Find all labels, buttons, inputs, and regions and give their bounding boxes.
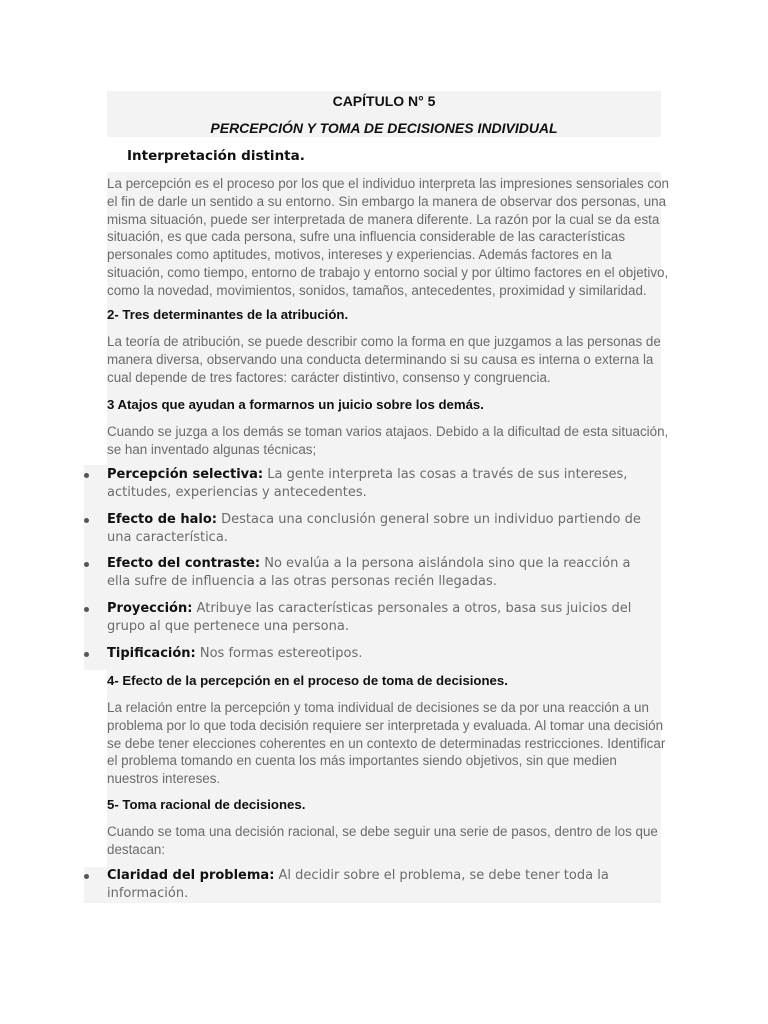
paragraph-line: como la novedad, movimientos, sonidos, tamaños, antecedentes, proximidad y similaridad. [107,282,647,298]
bullet-text: Nos formas estereotipos. [195,646,363,661]
paragraph-line: problema por lo que toda decisión requiere ser interpretada y evaluada. Al tomar una decisión [107,717,664,733]
paragraph-line: el fin de darle un sentido a su entorno. Sin embargo la manera de observar dos personas, una [107,193,667,209]
paragraph [107,175,669,300]
bullet-text: una característica. [107,530,228,545]
bullet-term: Efecto de halo: [107,512,217,527]
bullet-icon [84,874,89,879]
chapter-title: CAPÍTULO N° 5 [332,93,436,109]
bullet-text: Atribuye las características personales a otros, basa sus juicios del [192,601,632,616]
paragraph-line: Cuando se juzga a los demás se toman varios atajaos. Debido a la dificultad de esta situación, [107,424,669,439]
section-heading: Interpretación distinta. [127,148,305,164]
paragraph [107,823,663,859]
paragraph-line: se debe tener elecciones coherentes en un contexto de determinadas restricciones. Identificar [107,735,666,751]
bullet-term: Percepción selectiva: [107,467,264,482]
paragraph [107,423,669,459]
bullet-term: Tipificación: [107,646,196,661]
paragraph-line: misma situación, puede ser interpretada de manera diferente. La razón por la cual se da esta [107,211,660,227]
paragraph-line: La relación entre la percepción y toma individual de decisiones se da por una reacción a un [107,700,649,715]
bullet-text: grupo al que pertenece una persona. [107,619,349,634]
bullet-text: información. [107,886,189,901]
paragraph-line: cual depende de tres factores: carácter distintivo, consenso y congruencia. [107,369,551,385]
paragraph [107,699,666,788]
section-heading: 5- Toma racional de decisiones. [107,797,306,812]
paragraph-line: se han inventado algunas técnicas; [107,441,317,457]
section-heading: 4- Efecto de la percepción en el proceso de toma de decisiones. [107,673,508,688]
bullet-term: Proyección: [107,601,193,616]
paragraph-line: nuestros intereses. [107,771,221,787]
chapter-subtitle: PERCEPCIÓN Y TOMA DE DECISIONES INDIVIDUAL [210,120,558,136]
bullet-text: No evalúa a la persona aislándola sino que la reacción a [260,556,631,571]
bullet-icon [84,518,89,523]
bullet-term: Efecto del contraste: [107,556,261,571]
bullet-icon [84,562,89,567]
bullet-text: actitudes, experiencias y antecedentes. [107,485,367,500]
paragraph [107,333,663,386]
section-heading: 2- Tres determinantes de la atribución. [107,307,349,322]
section-heading: 3 Atajos que ayudan a formarnos un juicio sobre los demás. [107,397,484,412]
paragraph-line: destacan: [107,841,166,857]
paragraph-line: situación, como tiempo, entorno de trabajo y entorno social y por último factores en el objetivo, [107,264,669,280]
paragraph-line: el problema tomando en cuenta los más importantes siendo objetivos, sin que medien [107,753,617,769]
paragraph-line: Cuando se toma una decisión racional, se debe seguir una serie de pasos, dentro de los que [107,824,658,839]
paragraph-line: personales como aptitudes, motivos, intereses y experiencias. Además factores en la [107,247,612,263]
bullet-term: Claridad del problema: [107,868,275,883]
paragraph-line: La teoría de atribución, se puede describir como la forma en que juzgamos a las personas de [107,334,661,349]
paragraph-line: situación, es que cada persona, sufre una influencia considerable de las características [107,229,626,245]
bullet-text: Destaca una conclusión general sobre un individuo partiendo de [217,512,641,527]
paragraph-line: La percepción es el proceso por los que el individuo interpreta las impresiones sensoriales con [107,176,669,191]
bullet-icon [84,652,89,657]
bullet-icon [84,607,89,612]
bullet-icon [84,473,89,478]
bullet-text: Al decidir sobre el problema, se debe tener toda la [274,868,609,883]
paragraph-line: manera diversa, observando una conducta determinando si su causa es interna o externa la [107,351,654,367]
bullet-text: La gente interpreta las cosas a través de sus intereses, [263,467,628,482]
bullet-text: ella sufre de influencia a las otras personas recién llegadas. [107,574,497,589]
